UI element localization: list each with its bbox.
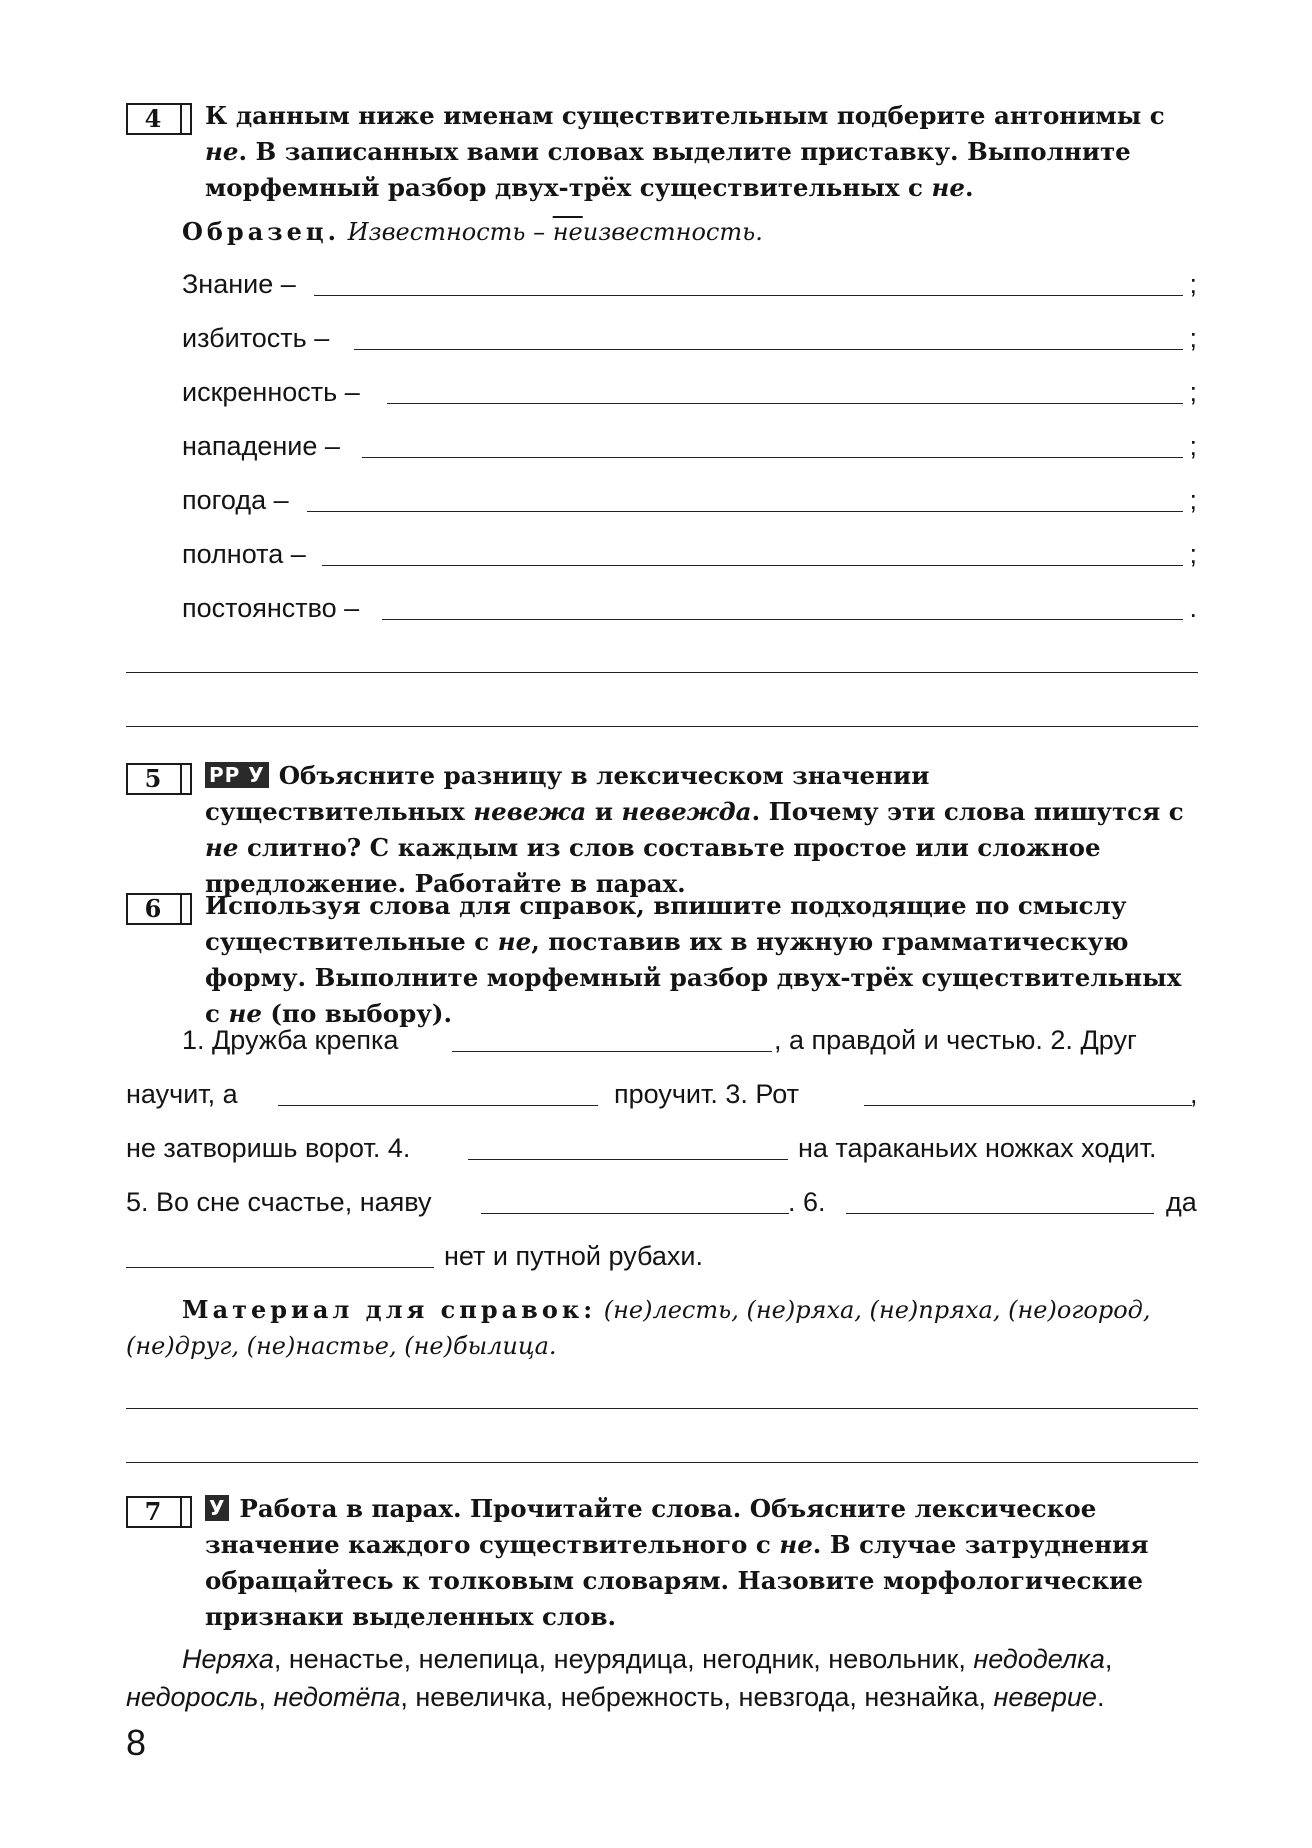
answer-blank[interactable] — [278, 1105, 598, 1106]
answer-blank[interactable] — [307, 511, 1183, 512]
task-number-5: 5 — [126, 763, 192, 795]
word-list: Неряха, ненастье, нелепица, неурядица, негодник, невольник, недоделка, недоросль, недотёпа, невеличка, небрежность, невзгода, незнайка, неверие. — [126, 1644, 1113, 1712]
answer-blank[interactable] — [468, 1159, 788, 1160]
exercise6-line3: не затворишь ворот. 4. на тараканьих ножках ходит. — [126, 1133, 1157, 1163]
answer-blank[interactable] — [387, 403, 1183, 404]
task4-sample: Образец. Известность – неизвестность. — [182, 217, 763, 246]
reference-material: Материал для справок: (не)лесть, (не)ряха, (не)пряха, (не)огород, (не)друг, (не)настье, (не)былица. — [126, 1295, 1151, 1360]
answer-row-postoyanstvo: постоянство – . — [182, 593, 1197, 623]
answer-blank[interactable] — [846, 1213, 1154, 1214]
answer-blank[interactable] — [362, 457, 1183, 458]
u-badge-icon: У — [205, 1495, 229, 1521]
answer-blank[interactable] — [481, 1213, 789, 1214]
answer-row-pogoda: погода – ; — [182, 485, 1197, 515]
prefix-mark: не — [552, 218, 583, 246]
answer-row-napadenie: нападение – ; — [182, 431, 1197, 461]
exercise6-line5: нет и путной рубахи. — [126, 1238, 1198, 1278]
answer-row-polnota: полнота – ; — [182, 539, 1197, 569]
exercise6-line4: 5. Во сне счастье, наяву . 6. да — [126, 1187, 1197, 1217]
answer-row-iskrennost: искренность – ; — [182, 377, 1197, 407]
answer-blank[interactable] — [322, 565, 1183, 566]
task7-instructions: У Работа в парах. Прочитайте слова. Объясните лексическое значение каждого существительного с не. В случае затруднения обращайтесь к толковым словарям. Назовите морфологические признаки выделенных слов. — [205, 1494, 1149, 1631]
task6-instructions: Используя слова для справок, впишите подходящие по смыслу существительные с не, поставив их в нужную грамматическую форму. Выполните морфемный разбор двух-трёх существительных с не (по выбору). — [205, 891, 1182, 1028]
page-number: 8 — [126, 1722, 147, 1763]
answer-row-znanie: Знание – ; — [182, 269, 1197, 299]
task-number-7: 7 — [126, 1496, 192, 1528]
writing-line[interactable] — [126, 726, 1198, 727]
exercise6-line1: 1. Дружба крепка , а правдой и честью. 2. Друг — [182, 1025, 1137, 1055]
answer-blank[interactable] — [354, 349, 1183, 350]
answer-blank[interactable] — [382, 619, 1183, 620]
exercise6-line2: научит, а проучит. 3. Рот , — [126, 1079, 1198, 1109]
writing-line[interactable] — [126, 1462, 1198, 1463]
answer-blank[interactable] — [864, 1105, 1192, 1106]
answer-row-izbitost: избитость – ; — [182, 323, 1197, 353]
answer-blank[interactable] — [126, 1267, 434, 1268]
task-number-4: 4 — [126, 103, 192, 135]
task5-instructions: РР У Объясните разницу в лексическом значении существительных невежа и невежда. Почему эти слова пишутся с не слитно? С каждым из слов составьте простое или сложное предложение. Работайте в парах. — [205, 761, 1184, 898]
writing-line[interactable] — [126, 672, 1198, 673]
rr-u-badge-icon: РР У — [205, 762, 269, 788]
writing-line[interactable] — [126, 1408, 1198, 1409]
answer-blank[interactable] — [314, 295, 1183, 296]
task4-instructions: К данным ниже именам существительным подберите антонимы с не. В записанных вами словах выделите приставку. Выполните морфемный разбор двух-трёх существительных с не. — [205, 101, 1165, 202]
answer-blank[interactable] — [452, 1051, 772, 1052]
task-number-6: 6 — [126, 893, 192, 925]
